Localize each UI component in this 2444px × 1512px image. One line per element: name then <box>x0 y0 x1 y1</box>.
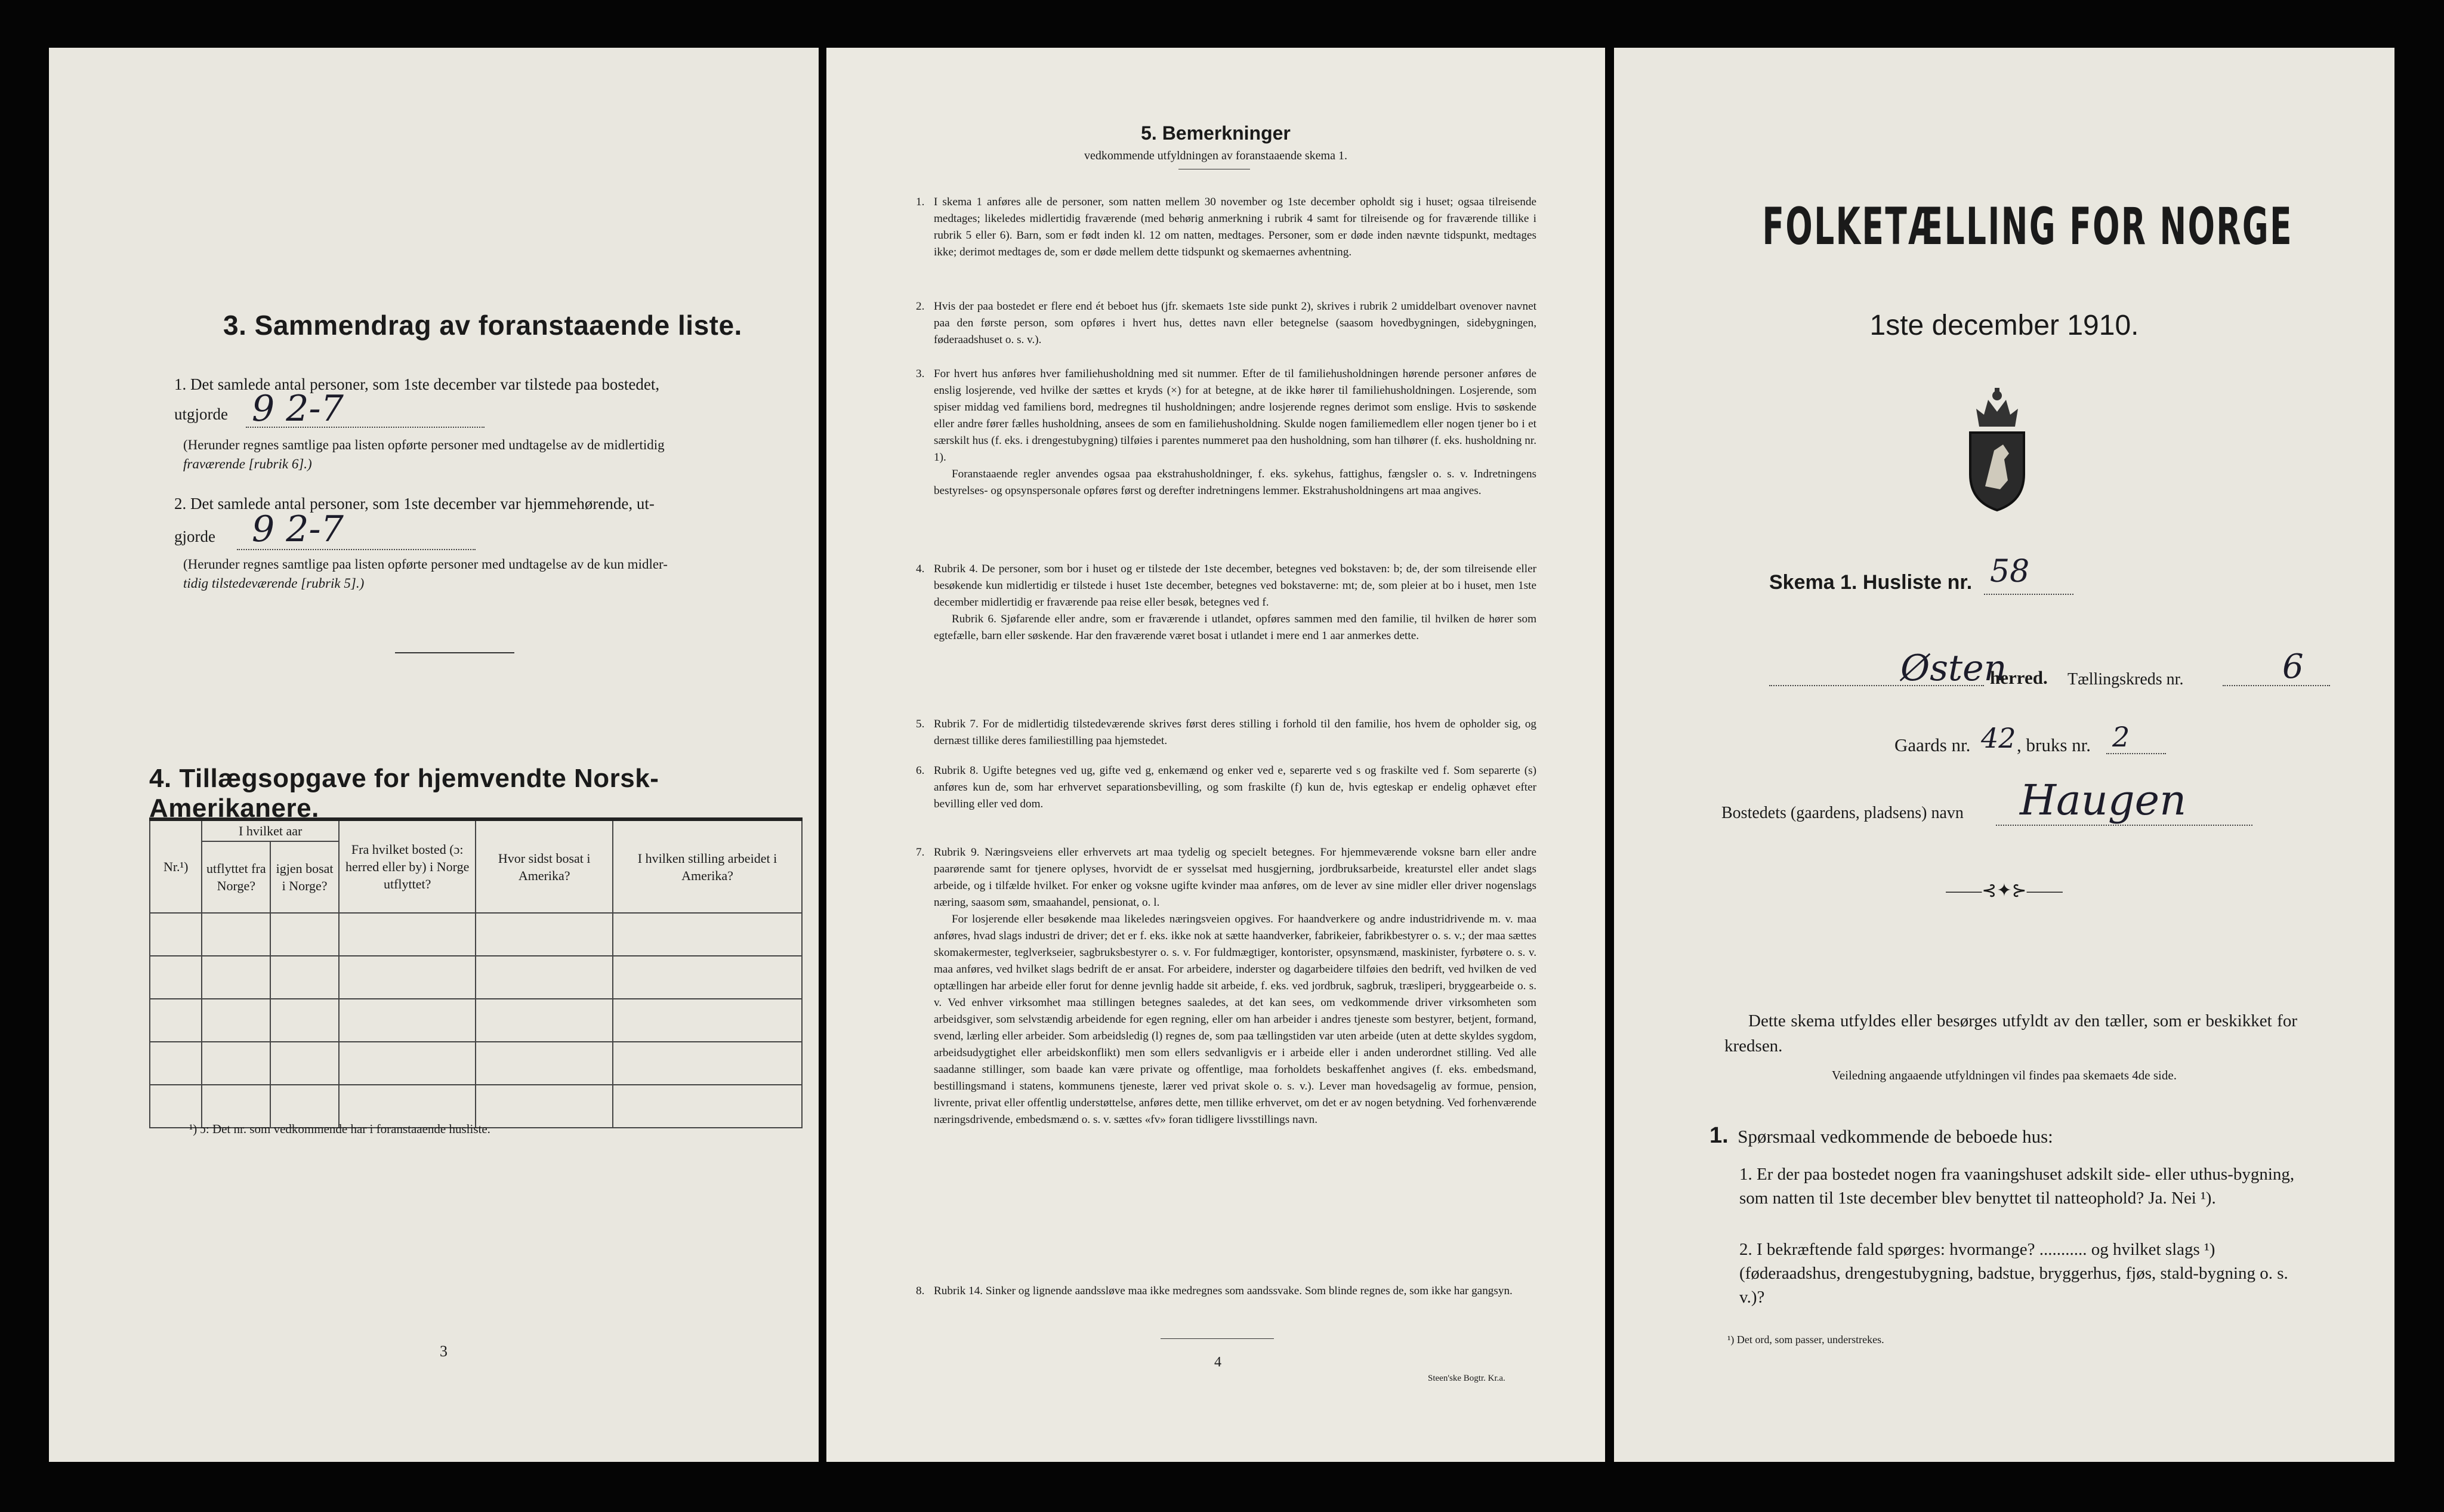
herred-label-text: herred. <box>1990 667 2048 688</box>
bosted-dotted-line <box>1996 825 2252 826</box>
bosted-label: Bostedets (gaardens, pladsens) navn <box>1721 804 1964 822</box>
questions-heading-number: 1. <box>1709 1123 1729 1148</box>
question-2: 2. I bekræftende fald spørges: hvormange? ........... og hvilket slags ¹) (føderaadshus, drengestubygning, badstue, bryggerhus, fjøs, stald-bygning o. s. v.)? <box>1739 1240 2288 1307</box>
remark-text: Rubrik 9. Næringsveiens eller erhvervets art maa tydelig og specielt betegnes. For hjemmeværende voksne barn eller andre paarørende samt for tjenere oplyses, hvorvidt de er sysselsat med husgjerning, jordbruksarbeide, kreaturstel eller andet slags arbeide, og i tilfælde hvilket. For enker og voksne ugifte kvinder maa anføres, om de lever av sine midler eller driver nogenslags næring, saasom søm, smaahandel, pensionat, o. l. <box>934 846 1536 909</box>
page-number: 3 <box>440 1343 448 1360</box>
gaards-label: Gaards nr. <box>1894 735 1971 755</box>
remark-4 <box>916 561 1536 644</box>
remark-number: 4. <box>916 563 925 575</box>
col-bosted-header: Fra hvilket bosted (ɔ: herred eller by) i Norge utflyttet? <box>339 819 476 913</box>
remark-number: 2. <box>916 300 925 313</box>
remark-text: Hvis der paa bostedet er flere end ét beboet hus (jfr. skemaets 1ste side punkt 2), skrives i rubrik 2 umiddelbart ovenover navnet paa den første person, som opføres i hvert hus, dettes navn eller betegnelse (saasom hovedbygningen, sidebygningen, føderaadshuset o. s. v.). <box>934 300 1536 346</box>
kreds-dotted-line <box>2223 685 2330 687</box>
coat-of-arms-icon <box>1961 385 2033 513</box>
section-3-title: 3. Sammendrag av foranstaaende liste. <box>223 310 742 341</box>
item-1-label: utgjorde <box>174 405 228 423</box>
remark-text: Rubrik 7. For de midlertidig tilstedeværende skrives først deres stilling i forhold til den familie, hos hvem de opholder sig, og dernæst tillike deres familiestilling paa hjemstedet. <box>934 718 1536 747</box>
bruks-value: 2 <box>2112 721 2130 753</box>
item-1-handwritten-count: 9 2-7 <box>252 388 344 430</box>
remark-text: For hvert hus anføres hver familiehusholdning med sit nummer. Efter de til familiehusholdningen hørende personer anføres de enslig losjerende, ved hvilke der sættes et kryds (×) for at betegne, at de ikke hører til familiehusholdningen. Losjerende, som spiser middag ved familiens bord, medregnes til husholdningen; andre losjerende regnes derimot som enslige. Hvis to søskende eller andre fører fælles husholdning, ansees de som en familiehusholdning. Skulde nogen familiemedlem eller nogen tjener bo i et særskilt hus (f. eks. i drengestubygning) tilføies i parentes nummeret paa den husholdning, som han tilhører (f. eks. husholdning nr. 1). <box>934 368 1536 464</box>
questions-heading <box>1709 1123 2053 1149</box>
remark-text-extra: Foranstaaende regler anvendes ogsaa paa ekstrahusholdninger, f. eks. sykehus, fattighus, fængsler o. s. v. Indretningens bestyrelses- og opsynspersonale opføres først og derefter indretningens lemmer. Ekstrahusholdningens art maa angives. <box>934 468 1536 497</box>
right-page <box>1614 48 2394 1462</box>
left-page <box>49 48 819 1462</box>
remark-7 <box>916 844 1536 1128</box>
bottom-rule <box>1161 1338 1274 1339</box>
census-date: 1ste december 1910. <box>1869 310 2139 341</box>
bosted-value: Haugen <box>2020 776 2187 825</box>
col-sidst-header: Hvor sidst bosat i Amerika? <box>476 819 613 913</box>
skema-label: Skema 1. Husliste nr. <box>1769 571 1973 594</box>
bruks-dotted-line <box>2106 753 2166 755</box>
separator-rule <box>395 652 514 653</box>
remark-text: Rubrik 4. De personer, som bor i huset og er tilstede der 1ste december, betegnes ved bokstaven: b; de, der som tilreisende eller besøkende kun midlertidig er tilstede i huset 1ste december, betegnes ved bokstaverne: mt; de, som pleier at bo i huset, men 1ste december midlertidig er fraværende paa reise eller besøk, betegnes ved f. <box>934 563 1536 609</box>
item-1-dotted-line <box>246 427 485 428</box>
remark-8 <box>916 1283 1536 1300</box>
info-note: Veiledning angaaende utfyldningen vil findes paa skemaets 4de side. <box>1832 1068 2177 1082</box>
remark-1 <box>916 194 1536 261</box>
section-4-title: 4. Tillægsopgave for hjemvendte Norsk-Amerikanere. <box>149 764 659 823</box>
remark-number: 3. <box>916 368 925 380</box>
husliste-number: 58 <box>1990 554 2030 590</box>
form-title: FOLKETÆLLING FOR NORGE <box>1762 197 2294 257</box>
kreds-value: 6 <box>2282 647 2304 686</box>
printer-mark: Steen'ske Bogtr. Kr.a. <box>1428 1374 1505 1383</box>
table-row <box>150 956 802 999</box>
col-nr-header: Nr.¹) <box>150 819 202 913</box>
table-row <box>150 1042 802 1085</box>
norsk-amerikanere-table <box>149 817 803 1128</box>
remark-6 <box>916 763 1536 813</box>
table-row <box>150 999 802 1042</box>
item-2-dotted-line <box>237 549 476 551</box>
kreds-label: Tællingskreds nr. <box>2067 670 2184 689</box>
item-1-note <box>183 436 810 474</box>
col-group-aar-header: I hvilket aar <box>202 819 339 841</box>
remark-5 <box>916 716 1536 749</box>
remark-number: 6. <box>916 764 925 777</box>
remark-number: 5. <box>916 718 925 730</box>
item-2-note <box>183 555 810 593</box>
item-1-note-line2: fraværende [rubrik 6].) <box>183 456 312 471</box>
remark-number: 1. <box>916 196 925 208</box>
page-number: 4 <box>1214 1354 1221 1370</box>
remarks-title: 5. Bemerkninger <box>1141 122 1291 144</box>
col-igjen-header: igjen bosat i Norge? <box>270 841 339 913</box>
remark-text: I skema 1 anføres alle de personer, som natten mellem 30 november og 1ste december opholdt sig i huset; ogsaa tilreisende medtages; likeledes midlertidig fraværende (med behørig anmerkning i rubrik 4 samt for tilreisende og for fraværende tillike i rubrik 5 eller 6). Barn, som er født inden kl. 12 om natten, medtages. Personer, som er døde inden nævnte tidspunkt, medtages ikke; derimot medtages de, som er døde mellem dette tidspunkt og skemaernes avhentning. <box>934 196 1536 258</box>
gaards-value: 42 <box>1981 722 2016 754</box>
herred-value: Østen <box>1900 647 2007 689</box>
info-text: Dette skema utfyldes eller besørges utfyldt av den tæller, som er beskikket for kredsen. <box>1724 1011 2297 1056</box>
question-1: 1. Er der paa bostedet nogen fra vaaningshuset adskilt side- eller uthus-bygning, som natten til 1ste december blev benyttet til natteophold? Ja. Nei ¹). <box>1739 1165 2295 1208</box>
remark-text-extra: Rubrik 6. Sjøfarende eller andre, som er fraværende i utlandet, opføres sammen med den familie, til hvilken de hører som egtefælle, barn eller søskende. Har den fraværende været bosat i utlandet i mere end 1 aar anmerkes dette. <box>934 613 1536 642</box>
remark-2 <box>916 298 1536 348</box>
item-2-text: 2. Det samlede antal personer, som 1ste december var hjemmehørende, ut- <box>174 495 655 513</box>
herred-dotted-line <box>1769 685 1984 687</box>
col-utflyttet-header: utflyttet fra Norge? <box>202 841 270 913</box>
remarks-subtitle: vedkommende utfyldningen av foranstaaende skema 1. <box>1084 149 1347 162</box>
col-stilling-header: I hvilken stilling arbeidet i Amerika? <box>613 819 802 913</box>
herred-label <box>1990 665 2048 690</box>
item-2-note-line2: tidig tilstedeværende [rubrik 5].) <box>183 576 365 591</box>
footnote: ¹) Det ord, som passer, understrekes. <box>1727 1334 1884 1346</box>
middle-page <box>826 48 1605 1462</box>
husliste-dotted-line <box>1984 594 2073 595</box>
remark-text-extra: For losjerende eller besøkende maa likeledes næringsveien opgives. For haandverkere og andre industridrivende m. v. maa anføres, hvad slags industri de driver; det er f. eks. ikke nok at sætte haandverker, fabrikeier, fabrikbestyrer o. s. v.; der maa sættes skomakermester, teglverkseier, sagbruksbestyrer o. s. v. For fuldmægtiger, kontorister, opsynsmænd, maskinister, fyrbøtere o. s. v. maa anføres, ved hvilket slags bedrift de er ansat. For arbeidere, inderster og dagarbeidere tilføies den bedrift, ved hvilken de ved optællingen har arbeide eller forut for denne jevnlig hadde sit arbeide, f. eks. ved jordbruk, sagbruk, træsliperi, bryggearbeide o. s. v. Ved enhver virksomhet maa stillingen betegnes saaledes, at det kan sees, om vedkommende driver virksomheten som arbeidsgiver, som selvstændig arbeidende for egen regning, eller om han arbeider i andres tjeneste som bestyrer, betjent, formand, svend, lærling eller arbeider. Som arbeidsledig (l) regnes de, som paa tællingstiden var uten arbeide (uten at dette skyldes sygdom, arbeidsudygtighet eller arbeidskonflikt) men som ellers sedvanligvis er i arbeide eller i anden underordnet stilling. Ved alle saadanne stillinger, som baade kan være private og offentlige, maa forholdets beskaffenhet angives (f. eks. embedsmand, bestillingsmand i statens, kommunens tjeneste, lærer ved privat skole o. s. v.). Lever man hovedsagelig av formue, pension, livrente, privat eller offentlig understøttelse, anføres dette, men tillike erhvervet, om det er av nogen betydning. Ved forhenværende næringsdrivende, embedsmænd o. s. v. sættes «fv» foran tidligere livsstillings navn. <box>934 913 1536 1126</box>
remark-text: Rubrik 14. Sinker og lignende aandssløve maa ikke medregnes som aandssvake. Som blinde regnes de, som ikke har gangsyn. <box>934 1285 1513 1297</box>
remark-number: 7. <box>916 846 925 859</box>
questions-heading-text: Spørsmaal vedkommende de beboede hus: <box>1738 1126 2053 1147</box>
item-1-note-line1: (Herunder regnes samtlige paa listen opførte personer med undtagelse av de midlertidig <box>183 437 665 452</box>
remark-text: Rubrik 8. Ugifte betegnes ved ug, gifte ved g, enkemænd og enker ved e, separerte ved s og fraskilte ved f. Som separerte (s) anføres kun de, som har erhvervet separationsbevilling, og som fraskilte (f) kun de, hvis egteskap er endelig ophævet efter bevilling eller ved dom. <box>934 764 1536 810</box>
remark-3 <box>916 366 1536 499</box>
item-2-label: gjorde <box>174 527 215 545</box>
ornament-icon: ——⊰✦⊱—— <box>1946 881 2063 900</box>
footnote: ¹) ɔ: Det nr. som vedkommende har i foranstaaende husliste. <box>189 1122 490 1136</box>
item-2-note-line1: (Herunder regnes samtlige paa listen opførte personer med undtagelse av de kun midler- <box>183 557 668 572</box>
bruks-label: , bruks nr. <box>2017 735 2091 755</box>
item-2-handwritten-count: 9 2-7 <box>252 508 344 550</box>
remark-number: 8. <box>916 1285 925 1297</box>
item-1-text: 1. Det samlede antal personer, som 1ste december var tilstede paa bostedet, <box>174 375 660 393</box>
table-row <box>150 913 802 956</box>
